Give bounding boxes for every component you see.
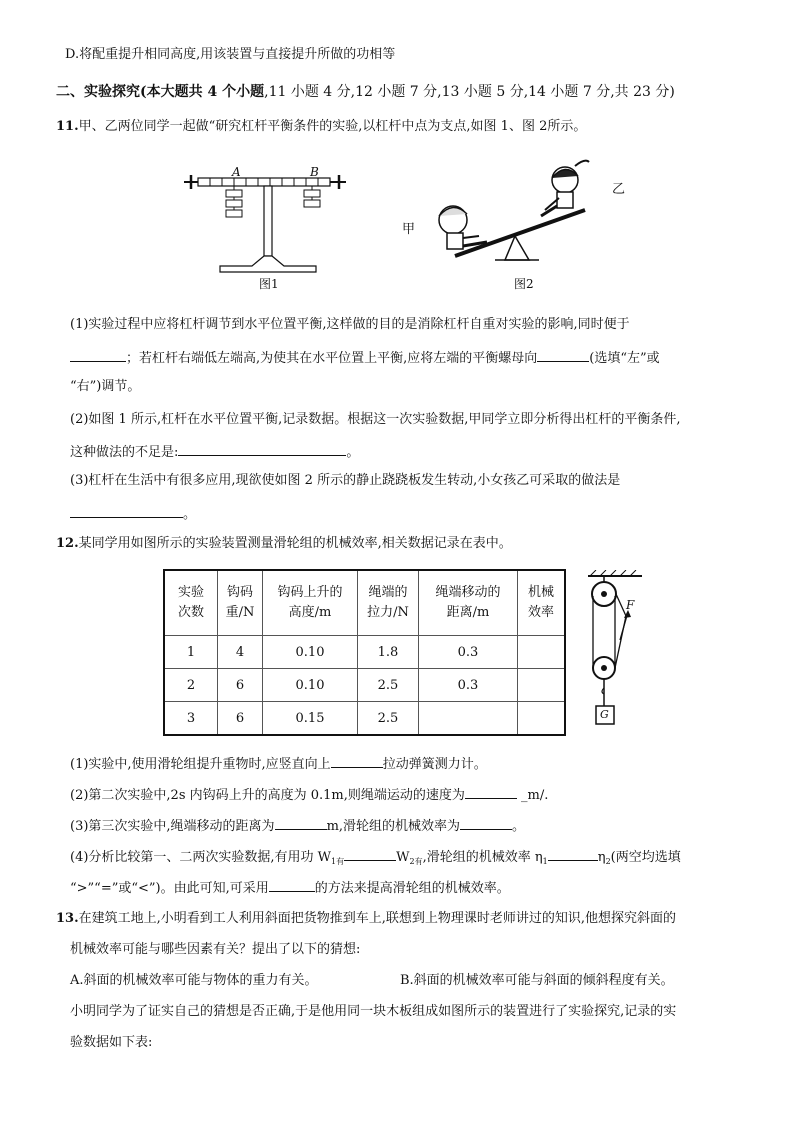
q13-option-b: B.斜面的机械效率可能与斜面的倾斜程度有关。 xyxy=(400,973,674,988)
q12-data-table xyxy=(163,569,566,736)
figure-2-seesaw xyxy=(425,158,605,273)
q11-part2-text-b: 。 xyxy=(346,445,360,460)
fig1-label-a: A xyxy=(232,165,241,179)
table-cell: 0.3 xyxy=(419,669,518,702)
q11-part1-text-b: (选填“左”或 xyxy=(589,351,660,366)
answer-blank[interactable] xyxy=(537,347,589,362)
q12-part3-text-b: m,滑轮组的机械效率为 xyxy=(326,819,461,834)
q13-stem-text: 在建筑工地上,小明看到工人利用斜面把货物推到车上,联想到上物理课时老师讲过的知识,他想探究斜面的 xyxy=(78,911,677,926)
q11-stem-text: 甲、乙两位同学一起做“研究杠杆平衡条件的实验,以杠杆中点为支点,如图 1、图 2所示。 xyxy=(78,119,587,134)
q11-part2-line2 xyxy=(70,441,359,463)
answer-blank[interactable] xyxy=(70,503,183,518)
q12-part4-sub3: 1 xyxy=(542,857,548,866)
q12-part4-text-a: (4)分析比较第一、二两次实验数据,有用功 W xyxy=(70,850,332,865)
table-cell: 6 xyxy=(218,702,263,736)
q12-part4-sub1: 1有 xyxy=(331,857,345,866)
table-cell: 2.5 xyxy=(358,669,419,702)
fig2-caption: 图2 xyxy=(514,277,534,291)
q13-stem-line1 xyxy=(56,909,676,929)
table-cell: 3 xyxy=(164,702,218,736)
q13-text-line1: 小明同学为了证实自己的猜想是否正确,于是他用同一块木板组成如图所示的装置进行了实验探究,记录的实 xyxy=(70,1004,677,1019)
q11-part3-text-b: 。 xyxy=(183,507,197,522)
section-detail: ,11 小题 4 分,12 小题 7 分,13 小题 5 分,14 小题 7 分,共 23 分) xyxy=(264,84,675,100)
answer-blank[interactable] xyxy=(548,846,598,861)
q12-part4-sub4: 2 xyxy=(605,857,611,866)
pulley-system-figure xyxy=(580,570,650,730)
q12-part4-text-b: W xyxy=(396,850,410,865)
answer-blank[interactable] xyxy=(465,784,517,799)
q11-part3-line1: (3)杠杆在生活中有很多应用,现欲使如图 2 所示的静止跷跷板发生转动,小女孩乙可采取的做法是 xyxy=(70,473,621,488)
q11-part3-line2 xyxy=(70,503,196,525)
table-row xyxy=(164,702,565,736)
q11-part1-line1: (1)实验过程中应将杠杆调节到水平位置平衡,这样做的目的是消除杠杆自重对实验的影响,同时便于 xyxy=(70,317,630,332)
table-cell[interactable] xyxy=(518,636,566,669)
fig2-label-jia: 甲 xyxy=(402,222,416,237)
q12-part4-text-c: ,滑轮组的机械效率 η xyxy=(422,850,543,865)
q12-part1-text-a: (1)实验中,使用滑轮组提升重物时,应竖直向上 xyxy=(70,757,331,772)
table-cell: 2.5 xyxy=(358,702,419,736)
q12-part4-text-d: η xyxy=(597,850,606,865)
q12-part2-text-a: (2)第二次实验中,2s 内钩码上升的高度为 0.1m,则绳端运动的速度为 xyxy=(70,788,465,803)
answer-blank[interactable] xyxy=(344,846,396,861)
answer-blank[interactable] xyxy=(331,753,383,768)
answer-blank[interactable] xyxy=(178,441,346,456)
q11-number: 11. xyxy=(56,119,79,134)
q12-part2-text-b: _m/. xyxy=(521,788,549,803)
section-title: 二、实验探究(本大题共 4 个小题 xyxy=(56,84,265,100)
q11-part1-line3: “右”)调节。 xyxy=(70,379,141,394)
q10-option-d: D.将配重提升相同高度,用该装置与直接提升所做的功相等 xyxy=(65,47,396,62)
table-cell: 1 xyxy=(164,636,218,669)
q12-part3-text-a: (3)第三次实验中,绳端移动的距离为 xyxy=(70,819,275,834)
q12-part2 xyxy=(70,784,548,806)
q12-part1-text-b: 拉动弹簧测力计。 xyxy=(382,757,487,772)
q12-number: 12. xyxy=(56,536,79,551)
q12-part4-line2 xyxy=(70,877,510,899)
q12-part4-line2-text-b: 的方法来提高滑轮组的机械效率。 xyxy=(314,881,510,896)
table-header-cell: 绳端的 拉力/N xyxy=(358,570,419,636)
fig1-caption: 图1 xyxy=(259,277,279,291)
table-header-cell: 钩码上升的 高度/m xyxy=(263,570,358,636)
table-header-cell: 机械 效率 xyxy=(518,570,566,636)
answer-blank[interactable] xyxy=(275,815,327,830)
table-cell: 4 xyxy=(218,636,263,669)
q13-number: 13. xyxy=(56,911,79,926)
q11-part1-text-a: ；若杠杆右端低左端高,为使其在水平位置上平衡,应将左端的平衡螺母向 xyxy=(126,351,538,366)
table-cell: 0.10 xyxy=(263,669,358,702)
fig2-label-yi: 乙 xyxy=(612,182,626,197)
answer-blank[interactable] xyxy=(70,347,126,362)
q12-part4-line2-text-a: “>”“=”或“<”)。由此可知,可采用 xyxy=(70,881,269,896)
q12-part4-line1 xyxy=(70,846,681,872)
q13-option-a: A.斜面的机械效率可能与物体的重力有关。 xyxy=(70,973,318,988)
table-header-row xyxy=(164,570,565,636)
q12-part3 xyxy=(70,815,525,837)
table-header-cell: 钩码 重/N xyxy=(218,570,263,636)
table-row xyxy=(164,636,565,669)
table-header-cell: 绳端移动的 距离/m xyxy=(419,570,518,636)
q13-text-line2: 验数据如下表: xyxy=(70,1035,153,1050)
q12-stem-text: 某同学用如图所示的实验装置测量滑轮组的机械效率,相关数据记录在表中。 xyxy=(78,536,512,551)
table-cell[interactable] xyxy=(419,702,518,736)
q12-part1 xyxy=(70,753,487,775)
pulley-label-g: G xyxy=(600,708,609,721)
q12-part4-text-e: (两空均选填 xyxy=(610,850,681,865)
q11-stem xyxy=(56,117,586,137)
q11-part1-line2 xyxy=(70,347,660,369)
table-header-cell: 实验 次数 xyxy=(164,570,218,636)
table-cell: 1.8 xyxy=(358,636,419,669)
q12-part4-sub2: 2有 xyxy=(409,857,423,866)
section-heading xyxy=(56,82,675,102)
pulley-label-f: F xyxy=(626,598,635,612)
table-row xyxy=(164,669,565,702)
q12-part3-text-c: 。 xyxy=(512,819,526,834)
answer-blank[interactable] xyxy=(269,877,315,892)
answer-blank[interactable] xyxy=(460,815,512,830)
q11-part2-line1: (2)如图 1 所示,杠杆在水平位置平衡,记录数据。根据这一次实验数据,甲同学立即分析得出杠杆的平衡条件, xyxy=(70,412,681,427)
table-cell: 0.3 xyxy=(419,636,518,669)
fig1-label-b: B xyxy=(310,165,319,179)
q12-stem xyxy=(56,534,512,554)
q11-part2-text-a: 这种做法的不足是: xyxy=(70,445,179,460)
q13-stem-line2: 机械效率可能与哪些因素有关？提出了以下的猜想: xyxy=(70,942,361,957)
table-cell: 6 xyxy=(218,669,263,702)
table-cell: 0.10 xyxy=(263,636,358,669)
table-cell[interactable] xyxy=(518,669,566,702)
table-cell: 0.15 xyxy=(263,702,358,736)
table-cell: 2 xyxy=(164,669,218,702)
table-cell[interactable] xyxy=(518,702,566,736)
